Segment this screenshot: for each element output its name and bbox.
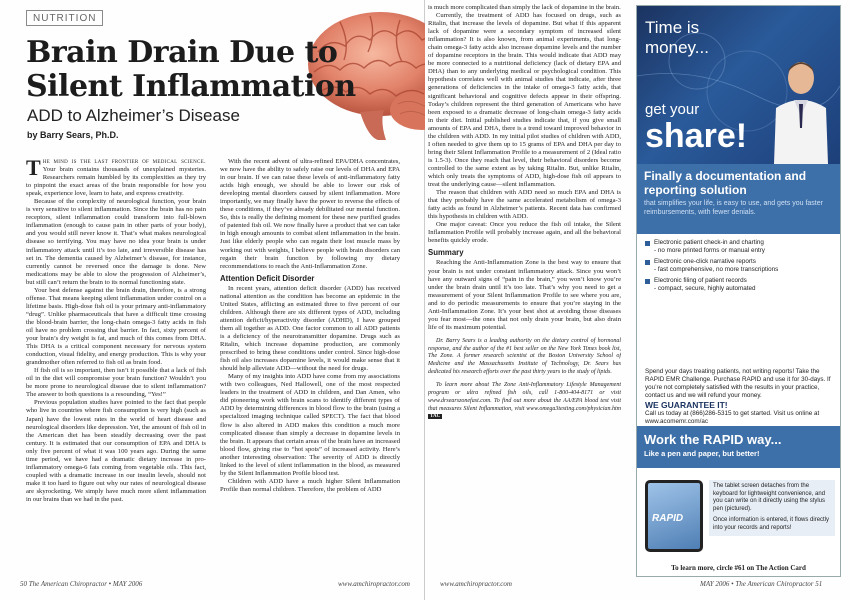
- feature-sub: - fast comprehensive, no more transcriptions: [654, 266, 779, 273]
- paragraph: Reaching the Anti-Inflammation Zone is the best way to ensure that your brain is not under constant inflammatory attack. Since you won’t have any outward signs of “pain in the brain,” you won’t know you’re under the brain drain until it’s too late. That’s why you need to get a measurement of your Silent Inflammation Profile to see where you are, and to do periodic measurements to ensure that you’re staying in the Anti-Inflammation Zone. It’s your best shot at avoiding those diseases you fear most—the ones that not only drain your brain, but also drain life of its maximum potential.: [428, 259, 621, 331]
- author-contact: [428, 382, 621, 421]
- ad-headline: [645, 18, 709, 58]
- device-desc-1: The tablet screen detaches from the keyboard for lightweight convenience, and you can write on it directly using the stylus pen (pictured).: [713, 483, 826, 512]
- paragraph-text: Your brain contains thousands of unexplained mysteries. Researchers remain humbled by its complexities as they try to pinpoint the exact areas of the brain responsible for how you speak, experience love, learn to hate, and express creativity.: [26, 166, 206, 198]
- device-desc-2: Once information is entered, it flows directly into your records and reports!: [713, 517, 830, 531]
- feature-sub: - no more printed forms or manual entry: [654, 247, 765, 254]
- issue-date: MAY 2006: [700, 580, 730, 588]
- paragraph: The reason that children with ADD need so much EPA and DHA is that they probably have the same accelerated metabolism of omega-3 fatty acids as found in Alzheimer’s patients. Recent data has confirmed this hypothesis in children with ADD.: [428, 189, 621, 221]
- bullet-icon: [645, 241, 650, 246]
- bullet-icon: [645, 279, 650, 284]
- paragraph: Many of my insights into ADD have come from my associations with two colleagues, Ned Hallowell, one of the most respected leaders in the treatment of ADD in children, and Dan Amen, who did pioneering work with brain scans to identify different types of ADD by determining differences in blood flow to the brain (using a specialized imaging technique called SPECT). The fact that blood flow is also altered in ADD makes this condition a much more complicated disease than simply a decrease in dopamine levels in the brain. It appears that certain areas of the brain have an increased blood flow, giving rise to “hot spots” of increased activity. Here’s another interesting observation: The severity of ADD is directly linked to the level of silent inflammation in the blood, as measured by the Silent Inflammation Profile blood test.: [220, 373, 400, 477]
- footer-left: 50 The American Chiropractor • MAY 2006: [20, 580, 143, 588]
- feature-sub: - compact, secure, highly automated: [654, 285, 756, 292]
- hero-line-2: money...: [645, 38, 709, 57]
- paragraph: is much more complicated than simply the lack of dopamine in the brain.: [428, 4, 621, 11]
- doctor-photo: [770, 56, 832, 164]
- article-column-2: [220, 158, 400, 582]
- title-line-1: Brain Drain Due to: [26, 35, 338, 70]
- footer-url-right[interactable]: www.amchiropractor.com: [440, 580, 512, 588]
- bullet-icon: [645, 260, 650, 265]
- rapid-title: Work the RAPID way...: [644, 432, 782, 447]
- guarantee-title: WE GUARANTEE IT!: [645, 400, 728, 410]
- paragraph: Because of the complexity of neurological function, your brain is very sensitive to silent inflammation. Since the brain has no pain receptors, silent inflammation could transform into full-blown inflammation (enough to cause pain in other parts of your body), and you would still never know it. That’s what makes neurological disease so terrifying. You may have no idea your brain is under inflammatory attack until it’s too late, and irreversible disease has set in. The dementia caused by Alzheimer’s disease, for instance, currently cannot be reversed once the damage is done. New medications may be able to slow the progression of Alzheimer’s, but still can’t return the brain to its normal functioning state.: [26, 198, 206, 286]
- article-column-3: [428, 4, 621, 574]
- article-title: [26, 36, 356, 104]
- contact-text: To learn more about The Zone Anti-Inflammatory Lifestyle Management program or ultra refined fish oils, call 1-800-404-8171 or visit www.drsearszonefast.com. To find out more about the AA/EPA blood test visit that measures Silent Inflammation, visit www.omega3testing.com/physician.htm: [428, 382, 621, 412]
- article-column-1: [26, 158, 206, 582]
- feature-title: Electronic patient check-in and charting: [654, 239, 764, 246]
- footer-url[interactable]: www.amchiropractor.com: [338, 580, 410, 588]
- paragraph: Your best defense against the brain drain, therefore, is a strong offense. That means keeping silent inflammation under control on a lifetime basis. High-dose fish oil is your primary anti-inflammatory “drug”. Unlike pharmaceuticals that have a difficult time crossing the blood-brain barrier, the long-chain omega-3 fatty acids in fish oil have no problem crossing that barrier. In fact, sixty percent of your brain’s dry weight is fat, and much of this comes from DHA. This DHA is a critical component necessary for nervous system conduction, visual fidelity, and energy production. This is why your grandmother often referred to fish oil as brain food.: [26, 286, 206, 367]
- article-subtitle: ADD to Alzheimer’s Disease: [27, 106, 240, 125]
- feature-item: [645, 277, 835, 293]
- lead-in: he mind is the last frontier of medical science.: [42, 158, 206, 165]
- issue-date: MAY 2006: [112, 580, 143, 588]
- feature-item: [645, 239, 835, 255]
- rapid-subtitle: Like a pen and paper, but better!: [644, 449, 760, 458]
- paragraph: Currently, the treatment of ADD has focused on drugs, such as Ritalin, that increase the levels of dopamine. But what if this apparent lack of dopamine were a secondary symptom of increased silent inflammation? It is also known, from animal experiments, that long-chain omega-3 fatty acids also increase dopamine levels and the number of dopamine receptors in the brain. This would indicate that ADD may be more connected to a nutritional deficiency (lack of dietary EPA and DHA) than to any underlying medical or psychological condition. This hypothesis correlates well with animal studies that indicate, after three generations of deficiencies in the intake of omega-3 fatty acids, that significant behavioral and cognitive defects appear in their offspring. Today’s children represent the third generation of Americans who have been exposed to a dramatic decrease of long-chain omega-3 fatty acids in their diet. Initial published studies indicate that, if you give small amounts of EPA and DHA, there is a trend toward improved behavior in the children with ADD. In my initial pilot studies of children with ADD, I often needed to give them up to 15 grams of EPA and DHA per day to bring their Silent Inflammation Profile to a measurement of 2 (Ideal ratio is 1.5-3). Once they reach that level, their behavioral disorders become controlled to the same extent as by taking Ritalin. But, unlike Ritalin, which only treats the symptoms of ADD, high-dose fish oil appears to treat the underlying cause—silent inflammation.: [428, 12, 621, 189]
- paragraph: In recent years, attention deficit disorder (ADD) has received national attention as the condition has become an epidemic in the United States, afflicting an estimated three to five percent of our children. Although there are six different types of ADD, including attention deficit/hyperactivity disorder (ADHD), I have grouped them all together as ADD. One factor common to all ADD patients is a deficiency of the neurotransmitter dopamine. Drugs such as Ritalin, which increase dopamine production, are commonly prescribed to bring these conditions under control. Since high-dose fish oil also increases dopamine levels, it would make sense that it should help alleviate ADD—without the need for drugs.: [220, 284, 400, 373]
- ad-hero: [637, 6, 840, 164]
- device-description: [709, 480, 835, 536]
- paragraph: With the recent advent of ultra-refined EPA/DHA concentrates, we now have the ability to safely raise our levels of DHA and EPA in our brain. If we can raise these levels of anti-inflammatory fatty acids high enough, we should be able to lower our risk of developing mental disorders caused by silent inflammation. More importantly, we may finally have the power to reverse the effects of these conditions, if they’ve already debilitated our mental function. So, this is really the defining moment for these new purified grades of patented fish oil. We now finally have a product that we can take in high enough amounts to combat silent inflammation in the brain. Just like elderly people who can regain their lost muscle mass by working out with weights, I believe people with brain disorders can regain their brain function by following my dietary recommendations to reach the Anti-Inflammation Zone.: [220, 158, 400, 270]
- guarantee-text[interactable]: Call us today at (866)286-5315 to get started. Visit us online at www.acomemr.com/ac: [645, 410, 820, 425]
- paragraph: Children with ADD have a much higher Silent Inflammation Profile than normal children. Therefore, the problem of ADD: [220, 477, 400, 493]
- rapid-banner: [637, 426, 840, 468]
- tac-badge: TAC: [430, 414, 441, 420]
- page-number: 51: [815, 580, 823, 588]
- banner-subtitle: that simplifies your life, is easy to use, and gets you faster reimbursements, with fewer denials.: [644, 200, 823, 216]
- dropcap: T: [26, 158, 41, 180]
- section-tab: NUTRITION: [26, 10, 103, 26]
- author-bio: Dr. Barry Sears is a leading authority on the dietary control of hormonal response, and the author of the #1 best seller on the New York Times book list, The Zone. A former research scientist at the Boston University School of Medicine and the Massachusetts Institute of Technology, Dr. Sears has dedicated his research efforts over the past thirty years to the study of lipids.: [428, 337, 621, 375]
- title-line-2: Silent Inflammation: [26, 69, 356, 104]
- tablet-device: [645, 480, 703, 552]
- banner-title: Finally a documentation and reporting solution: [644, 169, 807, 197]
- ad-banner: [637, 164, 840, 234]
- paragraph: [26, 158, 206, 198]
- section-heading: Summary: [428, 248, 464, 258]
- ad-offer: Spend your days treating patients, not writing reports! Take the RAPID EMR Challenge. Purchase RAPID and use it for 30-days. If you’re not completely satisfied with the results in your practice, contact us and we will refund your money.: [645, 368, 831, 399]
- feature-list: [645, 239, 835, 296]
- page-number: 50: [20, 580, 27, 588]
- magazine-name: The American Chiropractor: [28, 580, 107, 588]
- magazine-name: The American Chiropractor: [735, 580, 814, 588]
- rapid-emr-ad[interactable]: [636, 5, 841, 577]
- ad-footer: To learn more, circle #61 on The Action Card: [671, 564, 806, 572]
- feature-title: Electronic filing of patient records: [654, 277, 747, 284]
- device-logo: RAPID: [652, 513, 684, 524]
- paragraph: Previous population studies have pointed to the fact that people who live in countries where fish consumption is very high (such as Japan) have the lowest rates in the world of heart disease and neurological disorders like depression. Yet, the amount of fish oil in the American diet has been steadily decreasing over the past century. It is estimated that our consumption of EPA and DHA is only five percent of what it was 100 years ago. During the same time period, we have had a dramatic dietary increase in pro-inflammatory omega-6 fats coming from vegetable oils. This fact, coupled with a dramatic increase in our insulin levels, should not make it too hard to figure out why our rates of neurological disease are skyrocketing. We simply have much more silent inflammation in our brains than we had in the past.: [26, 399, 206, 503]
- feature-item: [645, 258, 835, 274]
- hero-line-1: Time is: [645, 18, 700, 37]
- footer-right: MAY 2006 • The American Chiropractor 51: [700, 580, 823, 588]
- byline: by Barry Sears, Ph.D.: [27, 130, 119, 140]
- hero-line-4: share!: [645, 117, 748, 155]
- section-heading: Attention Deficit Disorder: [220, 273, 315, 283]
- feature-title: Electronic one-click narrative reports: [654, 258, 756, 265]
- paragraph: One major caveat: Once you reduce the fish oil intake, the Silent Inflammation Profile will probably increase again, and all the behavioral benefits quickly erode.: [428, 221, 621, 245]
- guarantee: [645, 400, 835, 426]
- hero-line-3: get your: [645, 101, 700, 118]
- paragraph: If fish oil is so important, then isn’t it possible that a lack of fish oil in the diet will compromise your brain function? Wouldn’t you be more prone to neurological disease due to silent inflammation? The answer to both questions is a resounding, “Yes!”: [26, 367, 206, 399]
